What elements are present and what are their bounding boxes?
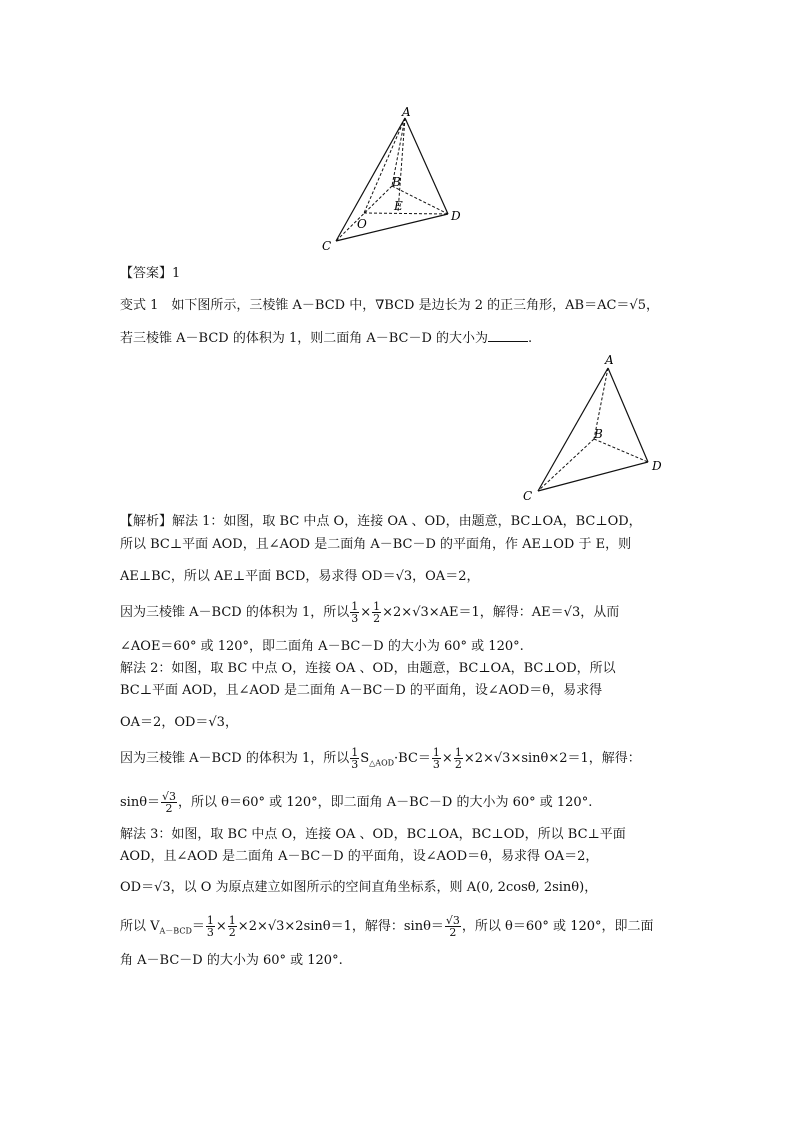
fig2-vertex-label-b: B: [594, 427, 603, 441]
tetrahedron-figure-1: [310, 100, 480, 260]
variant-line-2: [120, 329, 532, 347]
equals-sign: ＝: [191, 919, 205, 934]
solution-line-14-lead: 所以 V: [120, 919, 160, 934]
vertex-label-d: D: [451, 209, 461, 223]
fraction-sqrt3-over-2: $\frac{√3}{2}$: [445, 914, 460, 939]
fig2-vertex-label-c: C: [523, 489, 533, 503]
variant-line-2-text: 若三棱锥 A－BCD 的体积为 1，则二面角 A－BC－D 的大小为: [120, 331, 489, 346]
area-subscript: △AOD: [369, 758, 395, 768]
solution-line-14-tail: ，所以 θ＝60° 或 120°，即二面: [461, 919, 654, 934]
solution-line-15: 角 A－BC－D 的大小为 60° 或 120°.: [120, 953, 343, 968]
answer-blank: [488, 329, 528, 342]
vertex-label-c: C: [322, 239, 332, 253]
fraction-one-half: $\frac{1}{2}$: [373, 600, 381, 625]
solution-line-14: [120, 914, 654, 945]
solution-line-10: [120, 790, 592, 816]
solution-line-4-lead: 因为三棱锥 A－BCD 的体积为 1，所以: [120, 605, 350, 620]
solution-line-9-tail: ×2×√3×sinθ×2＝1，解得：: [463, 751, 641, 766]
volume-subscript: A－BCD: [159, 926, 192, 936]
tetrahedron-figure-2: [510, 352, 680, 507]
times-sign: ×: [215, 919, 227, 934]
solution-line-9: [120, 746, 641, 777]
vertex-label-e: E: [394, 199, 403, 213]
solution-line-10-tail: ，所以 θ＝60° 或 120°，即二面角 A－BC－D 的大小为 60° 或 120°.: [178, 795, 593, 810]
variant-line-2-end: .: [528, 331, 533, 346]
solution-line-12: AOD，且∠AOD 是二面角 A－BC－D 的平面角，设∠AOD＝θ，易求得 OA＝2，: [120, 849, 599, 864]
variant-line-1: 变式 1 如下图所示，三棱锥 A－BCD 中，∇BCD 是边长为 2 的正三角形，AB＝AC＝√5，: [120, 298, 659, 313]
area-symbol: S: [360, 751, 370, 766]
fraction-one-third: $\frac{1}{3}$: [432, 746, 440, 771]
fraction-sqrt3-over-2: $\frac{√3}{2}$: [162, 790, 177, 815]
answer-line: 【答案】1: [120, 266, 181, 281]
vertex-label-a: A: [402, 105, 411, 119]
solution-line-9-mid: ·BC＝: [394, 751, 431, 766]
solution-line-14-mid: ×2×√3×2sinθ＝1，解得：sinθ＝: [237, 919, 444, 934]
fraction-one-half: $\frac{1}{2}$: [228, 914, 236, 939]
solution-line-13: OD＝√3，以 O 为原点建立如图所示的空间直角坐标系，则 A(0, 2cosθ, 2sinθ)，: [120, 880, 598, 895]
solution-line-11: 解法 3：如图，取 BC 中点 O，连接 OA 、OD，BC⊥OA，BC⊥OD，所以 BC⊥平面: [120, 827, 626, 842]
vertex-label-o: O: [357, 217, 367, 231]
fraction-one-third: $\frac{1}{3}$: [351, 746, 359, 771]
solution-line-1: 【解析】解法 1：如图，取 BC 中点 O，连接 OA 、OD，由题意，BC⊥OA，BC⊥OD，: [120, 514, 642, 529]
fraction-one-half: $\frac{1}{2}$: [454, 746, 462, 771]
solution-line-3: AE⊥BC，所以 AE⊥平面 BCD，易求得 OD＝√3，OA＝2，: [120, 569, 480, 584]
fig2-vertex-label-d: D: [652, 459, 662, 473]
solution-line-10-lead: sinθ＝: [120, 795, 161, 810]
solution-line-5: ∠AOE＝60° 或 120°，即二面角 A－BC－D 的大小为 60° 或 120°.: [120, 639, 524, 654]
fraction-one-third: $\frac{1}{3}$: [206, 914, 214, 939]
solution-line-6: 解法 2：如图，取 BC 中点 O，连接 OA 、OD，由题意，BC⊥OA，BC⊥OD，所以: [120, 661, 616, 676]
times-sign: ×: [441, 751, 453, 766]
solution-line-4: [120, 600, 619, 626]
fraction-one-third: $\frac{1}{3}$: [351, 600, 359, 625]
solution-line-7: BC⊥平面 AOD，且∠AOD 是二面角 A－BC－D 的平面角，设∠AOD＝θ，易求得: [120, 683, 603, 698]
vertex-label-b: B: [392, 175, 401, 189]
solution-line-2: 所以 BC⊥平面 AOD，且∠AOD 是二面角 A－BC－D 的平面角，作 AE⊥OD 于 E，则: [120, 537, 632, 552]
times-sign: ×: [360, 605, 372, 620]
fig2-vertex-label-a: A: [605, 353, 614, 367]
solution-line-8: OA＝2，OD＝√3，: [120, 715, 238, 730]
solution-line-4-tail: ×2×√3×AE＝1，解得：AE＝√3，从而: [382, 605, 620, 620]
solution-line-9-lead: 因为三棱锥 A－BCD 的体积为 1，所以: [120, 751, 350, 766]
